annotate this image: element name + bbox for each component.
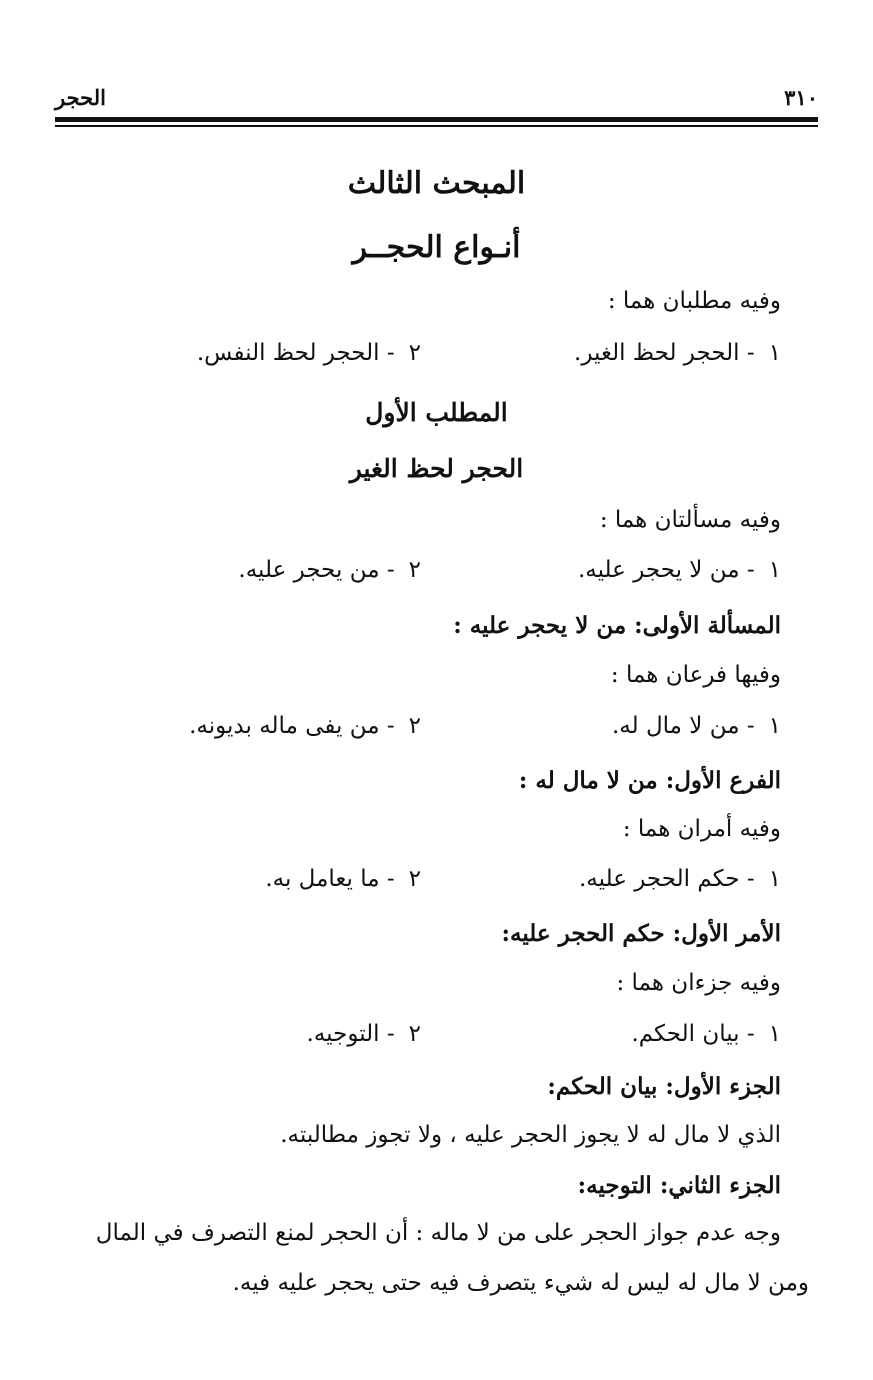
list-item: ٢- من يحجر عليه. [238, 557, 421, 583]
header-rule-thick [55, 117, 818, 122]
list-item: ١- حكم الحجر عليه. [579, 866, 781, 892]
masala1-intro: وفيها فرعان هما : [610, 662, 781, 688]
list-item: ٢- الحجر لحظ النفس. [196, 340, 421, 366]
page-number: ٣١٠ [784, 85, 818, 110]
page-header [55, 82, 818, 110]
header-rule-thin [55, 125, 818, 127]
matlab-intro: وفيه مسألتان هما : [599, 507, 781, 533]
list-item: ١- بيان الحكم. [631, 1021, 781, 1047]
section-title: أنـواع الحجــر [352, 230, 521, 265]
juzan-list [90, 1021, 781, 1055]
furu-list [90, 713, 781, 747]
matlab-title: الحجر لحظ الغير [349, 454, 524, 483]
types-list [90, 340, 781, 374]
juz1-text: الذي لا مال له لا يجوز الحجر عليه ، ولا تجوز مطالبته. [280, 1122, 781, 1148]
list-item: ٢- التوجيه. [306, 1021, 421, 1047]
amr1-heading: الأمر الأول: حكم الحجر عليه: [501, 920, 781, 947]
list-item: ١- الحجر لحظ الغير. [574, 340, 781, 366]
list-item: ١- من لا يحجر عليه. [577, 557, 781, 583]
amr1-intro: وفيه جزءان هما : [616, 970, 781, 996]
matlab-heading: المطلب الأول [365, 398, 508, 427]
amran-list [90, 866, 781, 900]
list-item: ١- من لا مال له. [611, 713, 781, 739]
juz2-text-line2: ومن لا مال له ليس له شيء يتصرف فيه حتى يحجر عليه فيه. [232, 1270, 809, 1296]
far1-heading: الفرع الأول: من لا مال له : [518, 767, 781, 794]
masala1-heading: المسألة الأولى: من لا يحجر عليه : [453, 612, 781, 639]
masail-list [90, 557, 781, 591]
far1-intro: وفيه أمران هما : [622, 816, 781, 842]
juz1-heading: الجزء الأول: بيان الحكم: [547, 1073, 781, 1100]
juz2-text-line1: وجه عدم جواز الحجر على من لا ماله : أن الحجر لمنع التصرف في المال [95, 1220, 781, 1246]
running-title: الحجر [55, 85, 106, 110]
list-item: ٢- ما يعامل به. [265, 866, 421, 892]
intro-text: وفيه مطلبان هما : [607, 288, 781, 314]
list-item: ٢- من يفى ماله بديونه. [189, 713, 421, 739]
section-heading: المبحث الثالث [347, 166, 526, 201]
juz2-heading: الجزء الثاني: التوجيه: [577, 1172, 781, 1199]
